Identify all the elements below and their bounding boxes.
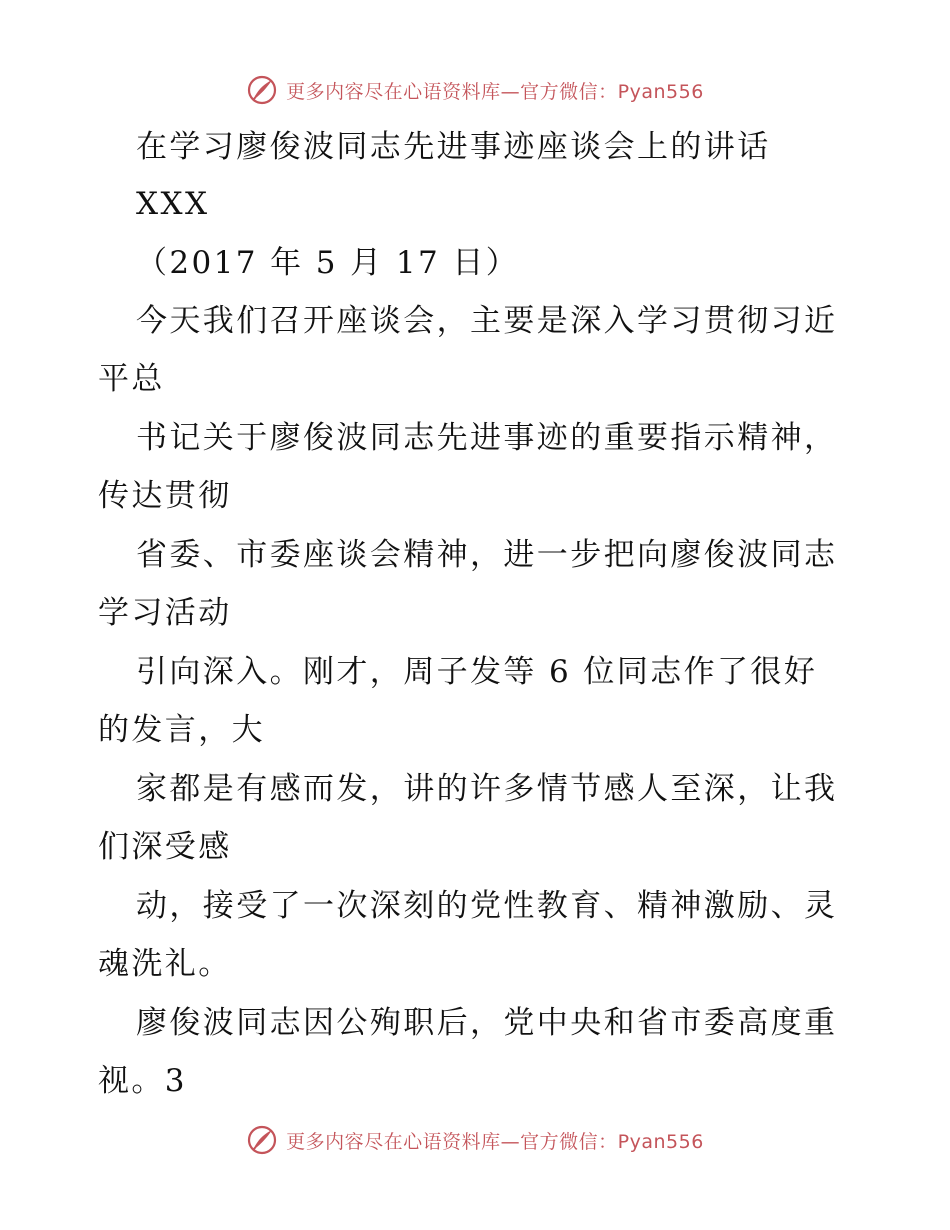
quill-pen-logo-icon xyxy=(246,1124,278,1156)
paragraph-line: 家都是有感而发，讲的许多情节感人至深，让我 xyxy=(136,771,838,807)
footer-watermark-text: 更多内容尽在心语资料库—官方微信：Pyan556 xyxy=(286,1130,704,1153)
paragraph-line: 书记关于廖俊波同志先进事迹的重要指示精神， xyxy=(136,420,838,456)
paragraph-line: 们深受感 xyxy=(98,829,232,865)
paragraph-line: 廖俊波同志因公殉职后，党中央和省市委高度重 xyxy=(136,1005,838,1041)
paragraph-line: 引向深入。刚才，周子发等 6 位同志作了很好 xyxy=(136,654,818,690)
paragraph-line: 视。3 xyxy=(98,1063,187,1099)
paragraph-line: 传达贯彻 xyxy=(98,478,232,514)
document-date: （2017 年 5 月 17 日） xyxy=(136,245,520,281)
header-watermark-text: 更多内容尽在心语资料库—官方微信：Pyan556 xyxy=(286,80,704,103)
document-title: 在学习廖俊波同志先进事迹座谈会上的讲话 xyxy=(136,129,771,165)
paragraph-line: 省委、市委座谈会精神，进一步把向廖俊波同志 xyxy=(136,537,838,573)
paragraph-line: 学习活动 xyxy=(98,595,232,631)
paragraph-line: 平总 xyxy=(98,361,165,397)
document-author: XXX xyxy=(136,186,210,222)
paragraph-line: 的发言，大 xyxy=(98,712,265,748)
paragraph-line: 魂洗礼。 xyxy=(98,946,232,982)
paragraph-line: 今天我们召开座谈会，主要是深入学习贯彻习近 xyxy=(136,303,838,339)
footer-watermark-banner xyxy=(0,1120,950,1160)
paragraph-line: 动，接受了一次深刻的党性教育、精神激励、灵 xyxy=(136,888,838,924)
